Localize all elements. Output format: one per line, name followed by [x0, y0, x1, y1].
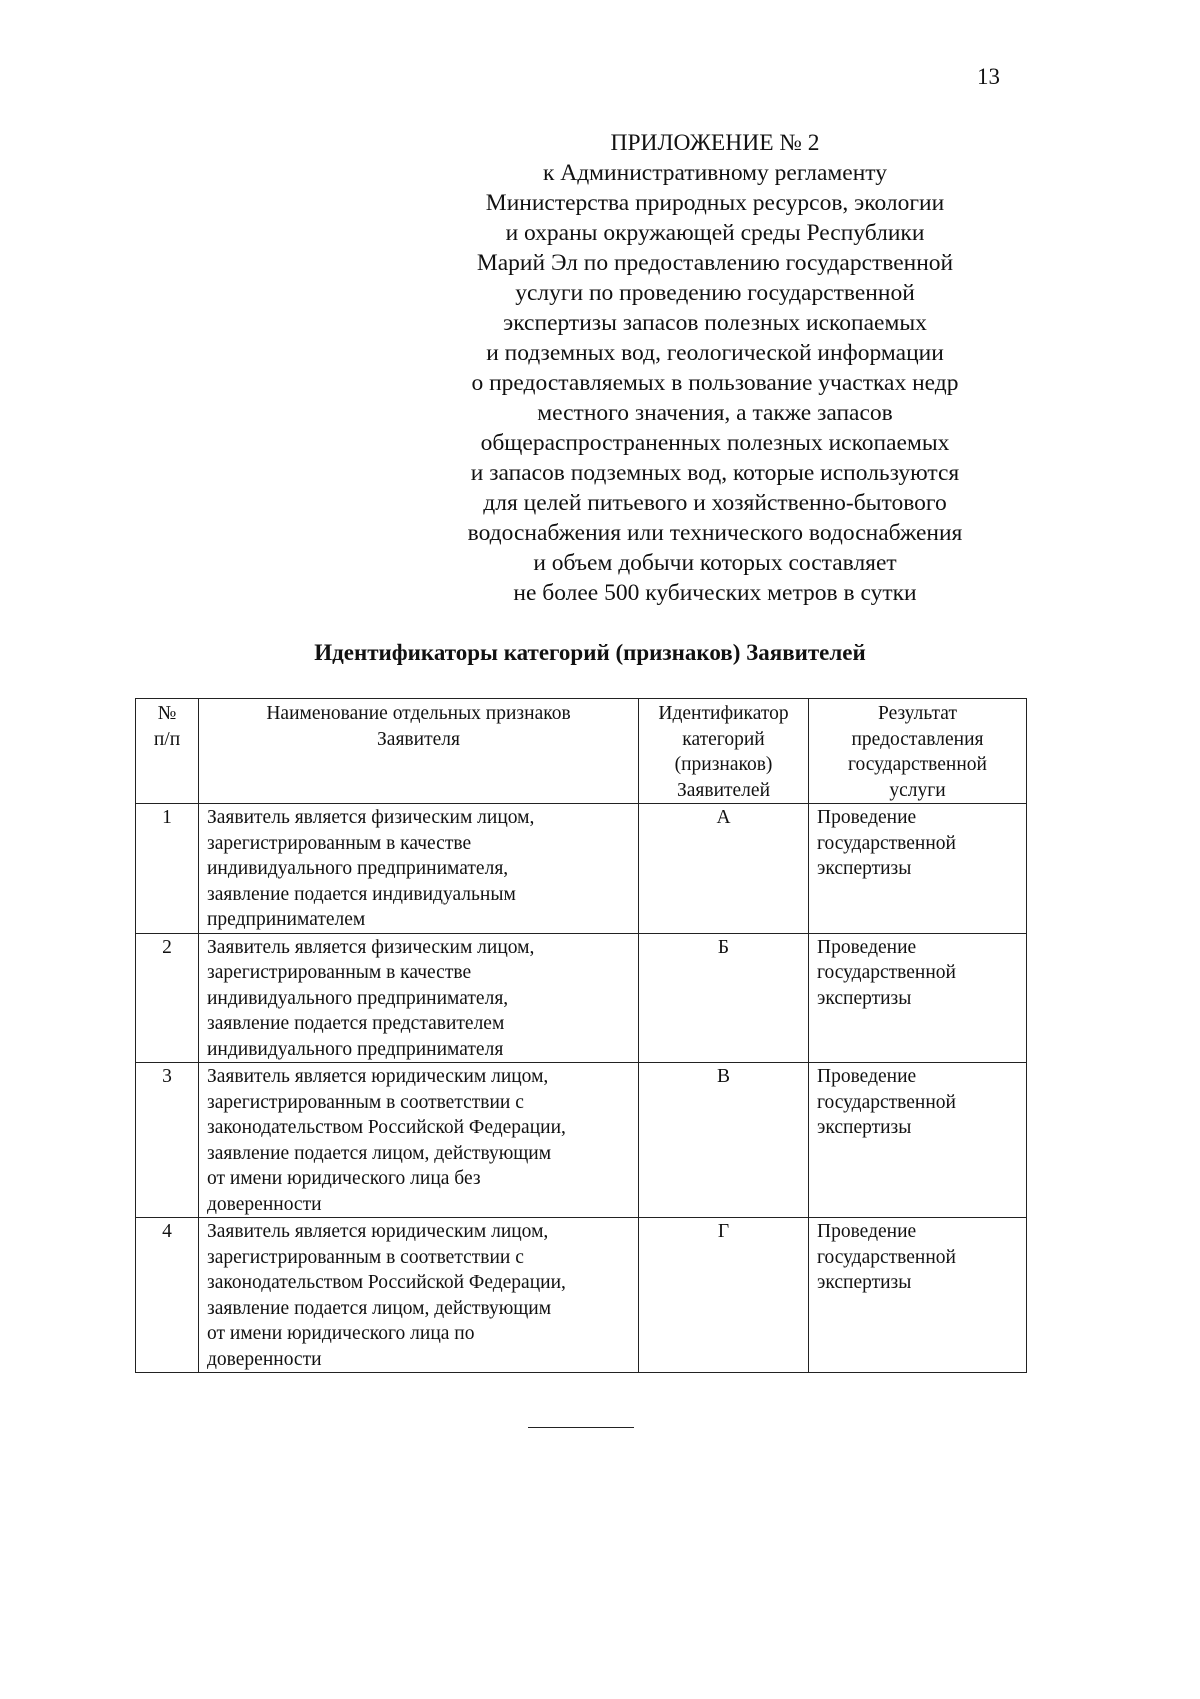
header-text: Заявителей — [676, 779, 771, 801]
table-row — [136, 933, 1027, 1063]
header-text: (признаков) — [674, 754, 773, 775]
result-line: государственной — [817, 1246, 956, 1268]
description-line: Заявитель является юридическим лицом, — [207, 1066, 549, 1087]
result-line: Проведение — [817, 1221, 917, 1242]
appendix-line: не более 500 кубических метров в сутки — [513, 580, 917, 606]
description-line: от имени юридического лица без — [207, 1168, 481, 1189]
appendix-line: экспертизы запасов полезных ископаемых — [503, 310, 927, 336]
description-line: от имени юридического лица по — [207, 1323, 475, 1344]
result-line: государственной — [817, 962, 956, 983]
appendix-line: ПРИЛОЖЕНИЕ № 2 — [610, 130, 820, 156]
row-number: 1 — [136, 804, 199, 934]
appendix-line: Министерства природных ресурсов, экологии — [485, 190, 945, 216]
description-line: заявление подается индивидуальным — [207, 883, 516, 905]
description-line: Заявитель является физическим лицом, — [207, 807, 535, 828]
description-line: индивидуального предпринимателя — [207, 1038, 504, 1060]
row-identifier: А — [639, 804, 809, 934]
end-separator-line — [528, 1427, 634, 1428]
header-text: предоставления — [851, 728, 984, 750]
table-row — [136, 1063, 1027, 1218]
description-line: предпринимателем — [207, 909, 366, 930]
header-text: Наименование отдельных признаков — [266, 703, 571, 724]
header-result — [809, 699, 1027, 804]
header-text: Заявителя — [377, 728, 460, 750]
appendix-line: и запасов подземных вод, которые используются — [470, 460, 960, 486]
result-line: экспертизы — [817, 858, 912, 879]
row-number: 2 — [136, 933, 199, 1063]
result-line: экспертизы — [817, 987, 912, 1009]
description-line: зарегистрированным в соответствии с — [207, 1091, 524, 1113]
appendix-line: и подземных вод, геологической информации — [486, 340, 944, 366]
row-description — [199, 933, 639, 1063]
row-description — [199, 1063, 639, 1218]
row-result — [809, 804, 1027, 934]
result-line: экспертизы — [817, 1272, 912, 1293]
page-number: 13 — [977, 64, 1000, 89]
appendix-line: к Административному регламенту — [542, 160, 888, 186]
description-line: зарегистрированным в соответствии с — [207, 1246, 524, 1268]
appendix-line: и объем добычи которых составляет — [533, 550, 897, 576]
header-text: п/п — [153, 728, 181, 750]
table-row — [136, 1218, 1027, 1373]
row-result — [809, 1218, 1027, 1373]
appendix-line: о предоставляемых в пользование участках недр — [471, 370, 959, 396]
row-identifier: Б — [639, 933, 809, 1063]
result-line: государственной — [817, 832, 956, 854]
header-text: услуги — [889, 779, 946, 801]
description-line: доверенности — [207, 1348, 322, 1370]
description-line: законодательством Российской Федерации, — [207, 1117, 566, 1138]
appendix-line: услуги по проведению государственной — [515, 280, 915, 306]
header-num — [136, 699, 199, 804]
header-text: Результат — [878, 703, 957, 724]
description-line: зарегистрированным в качестве — [207, 962, 472, 983]
appendix-line: местного значения, а также запасов — [537, 400, 893, 426]
description-line: доверенности — [207, 1193, 322, 1215]
header-text: Идентификатор — [658, 703, 789, 724]
header-text: государственной — [848, 754, 987, 775]
appendix-line: для целей питьевого и хозяйственно-бытового — [483, 490, 947, 516]
result-line: государственной — [817, 1091, 956, 1113]
header-identifier — [639, 699, 809, 804]
description-line: законодательством Российской Федерации, — [207, 1272, 566, 1293]
header-name — [199, 699, 639, 804]
header-text: № — [157, 703, 177, 724]
document-title: Идентификаторы категорий (признаков) Заявителей — [314, 640, 866, 665]
row-number: 4 — [136, 1218, 199, 1373]
row-number: 3 — [136, 1063, 199, 1218]
table-header-row — [136, 699, 1027, 804]
row-description — [199, 804, 639, 934]
appendix-line: и охраны окружающей среды Республики — [505, 220, 925, 246]
result-line: Проведение — [817, 936, 917, 958]
result-line: Проведение — [817, 807, 917, 828]
description-line: заявление подается представителем — [207, 1013, 505, 1034]
description-line: заявление подается лицом, действующим — [207, 1297, 552, 1319]
table-row — [136, 804, 1027, 934]
identifiers-table — [135, 698, 1027, 1373]
description-line: Заявитель является юридическим лицом, — [207, 1221, 549, 1242]
row-identifier: В — [639, 1063, 809, 1218]
identifiers-table-wrapper — [135, 698, 1027, 1373]
result-line: экспертизы — [817, 1117, 912, 1138]
appendix-line: водоснабжения или технического водоснабжения — [467, 520, 963, 546]
description-line: заявление подается лицом, действующим — [207, 1142, 552, 1164]
row-result — [809, 1063, 1027, 1218]
appendix-line: общераспространенных полезных ископаемых — [480, 430, 950, 456]
description-line: зарегистрированным в качестве — [207, 832, 472, 854]
row-description — [199, 1218, 639, 1373]
appendix-header — [420, 128, 1010, 608]
header-text: категорий — [682, 728, 765, 750]
row-identifier: Г — [639, 1218, 809, 1373]
description-line: индивидуального предпринимателя, — [207, 987, 509, 1009]
row-result — [809, 933, 1027, 1063]
description-line: Заявитель является физическим лицом, — [207, 936, 535, 958]
result-line: Проведение — [817, 1066, 917, 1087]
description-line: индивидуального предпринимателя, — [207, 858, 509, 879]
appendix-line: Марий Эл по предоставлению государственной — [476, 250, 954, 276]
